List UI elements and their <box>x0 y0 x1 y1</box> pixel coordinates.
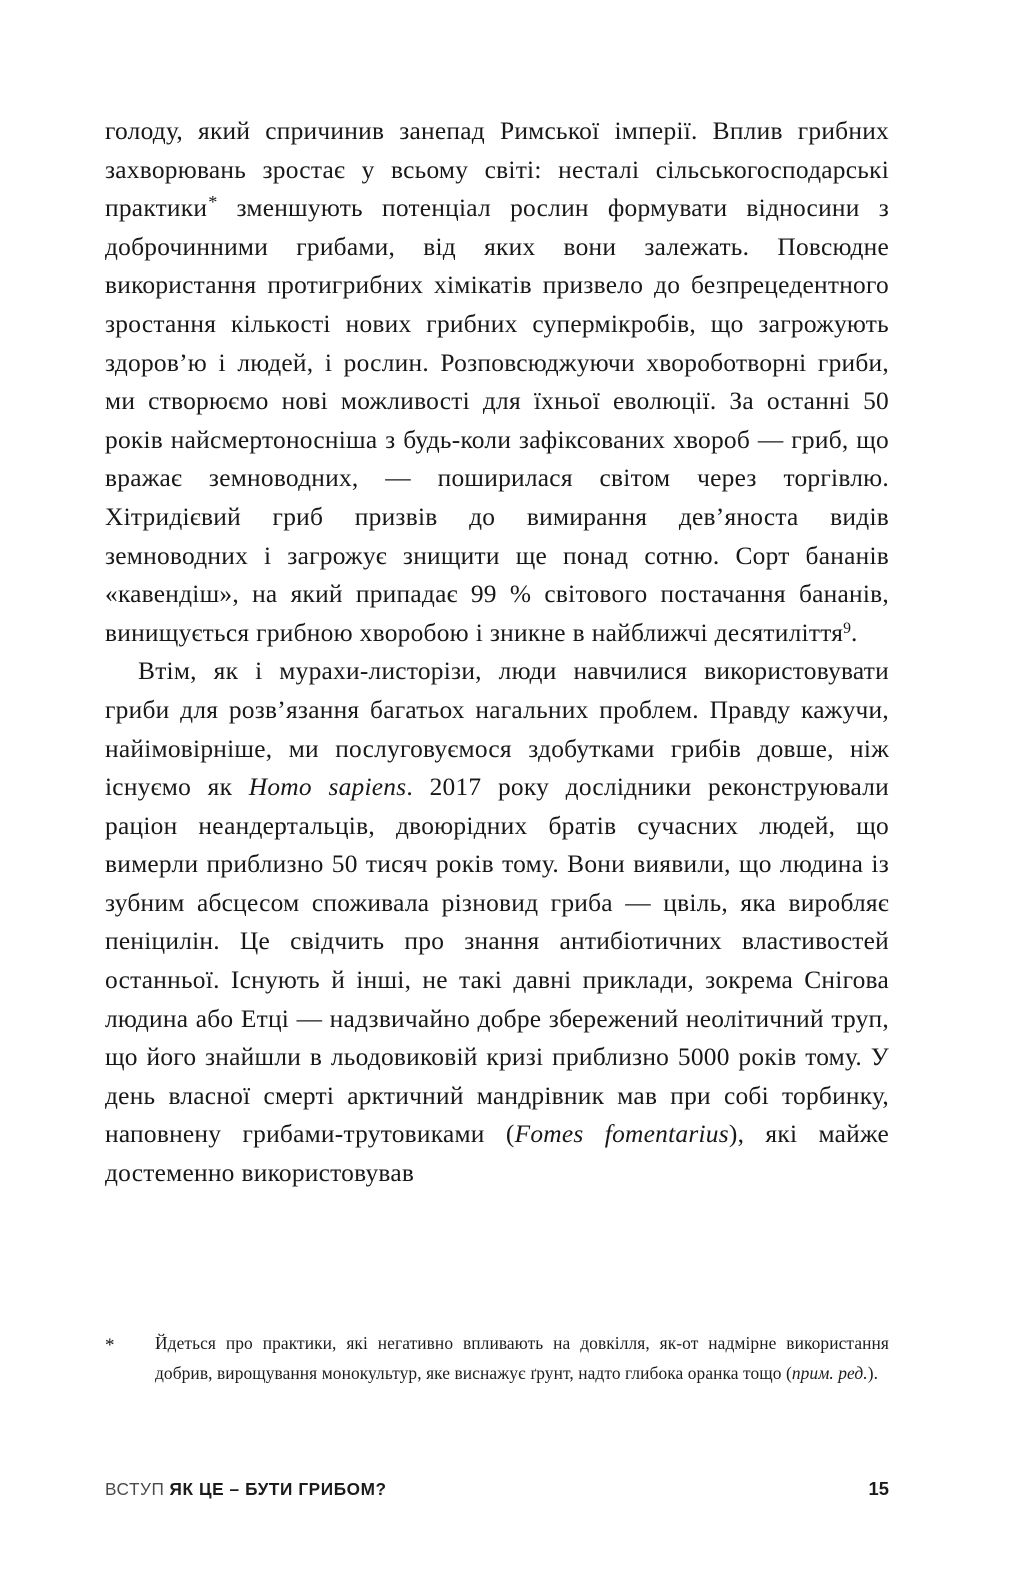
italic-term: прим. ред. <box>791 1362 868 1383</box>
footer-section-label: ВСТУП <box>105 1479 165 1499</box>
footnote-text: Йдеться про практики, які негативно впливають на довкілля, як-от надмірне використання добрив, вирощування монокультур, яке виснажує ґрунт, надто глибока оранка тощо (прим. ред.). <box>155 1333 889 1383</box>
footer-chapter-title: ЯК ЦЕ – БУТИ ГРИБОМ? <box>169 1479 387 1499</box>
footnote-reference-asterisk: * <box>208 191 218 212</box>
main-text-column <box>105 112 889 1193</box>
footer-running-head <box>105 1479 387 1500</box>
italic-term: Homo sapiens <box>248 773 407 802</box>
footnote-block <box>105 1329 889 1388</box>
footnote-reference-number: 9 <box>843 619 852 637</box>
page-number: 15 <box>868 1478 889 1499</box>
running-footer <box>105 1478 889 1500</box>
footnote-marker: * <box>105 1335 115 1356</box>
body-paragraph-2: Втім, як і мурахи-листорізи, люди навчилися використовувати гриби для розв’язання багатьох нагальних проблем. Правду кажучи, найімовірніше, ми послуговуємося здобутками грибів довше, ніж існуємо як Homo sapiens. 2017 року дослідники реконструювали раціон неандертальців, двоюрідних братів сучасних людей, що вимерли приблизно 50 тисяч років тому. Вони виявили, що людина із зубним абсцесом споживала різновид гриба — цвіль, яка виробляє пеніцилін. Це свідчить про знання антибіотичних властивостей останньої. Існують й інші, не такі давні приклади, зокрема Снігова людина або Етці — надзвичайно добре збережений неолітичний труп, що його знайшли в льодовиковій кризі приблизно 5000 років тому. У день власної смерті арктичний мандрівник мав при собі торбинку, наповнену грибами-трутовиками (Fomes fomentarius), які майже достеменно використовував <box>105 657 889 1188</box>
italic-term: Fomes fomentarius <box>514 1120 729 1149</box>
body-paragraph-1: голоду, який спричинив занепад Римської імперії. Вплив грибних захворювань зростає у всьому світі: несталі сільськогосподарські практики* зменшують потенціал рослин формувати відносини з доброчинними грибами, від яких вони залежать. Повсюдне використання протигрибних хімікатів призвело до безпрецедентного зростання кількості нових грибних супермікробів, що загрожують здоров’ю і людей, і рослин. Розповсюджуючи хвороботворні гриби, ми створюємо нові можливості для їхньої еволюції. За останні 50 років найсмертоносніша з будь-коли зафіксованих хвороб — гриб, що вражає земноводних, — поширилася світом через торгівлю. Хітридієвий гриб призвів до вимирання дев’яноста видів земноводних і загрожує знищити ще понад сотню. Сорт бананів «кавендіш», на який припадає 99 % світового постачання бананів, винищується грибною хворобою і зникне в найближчі десятиліття$^9$. <box>105 117 889 647</box>
